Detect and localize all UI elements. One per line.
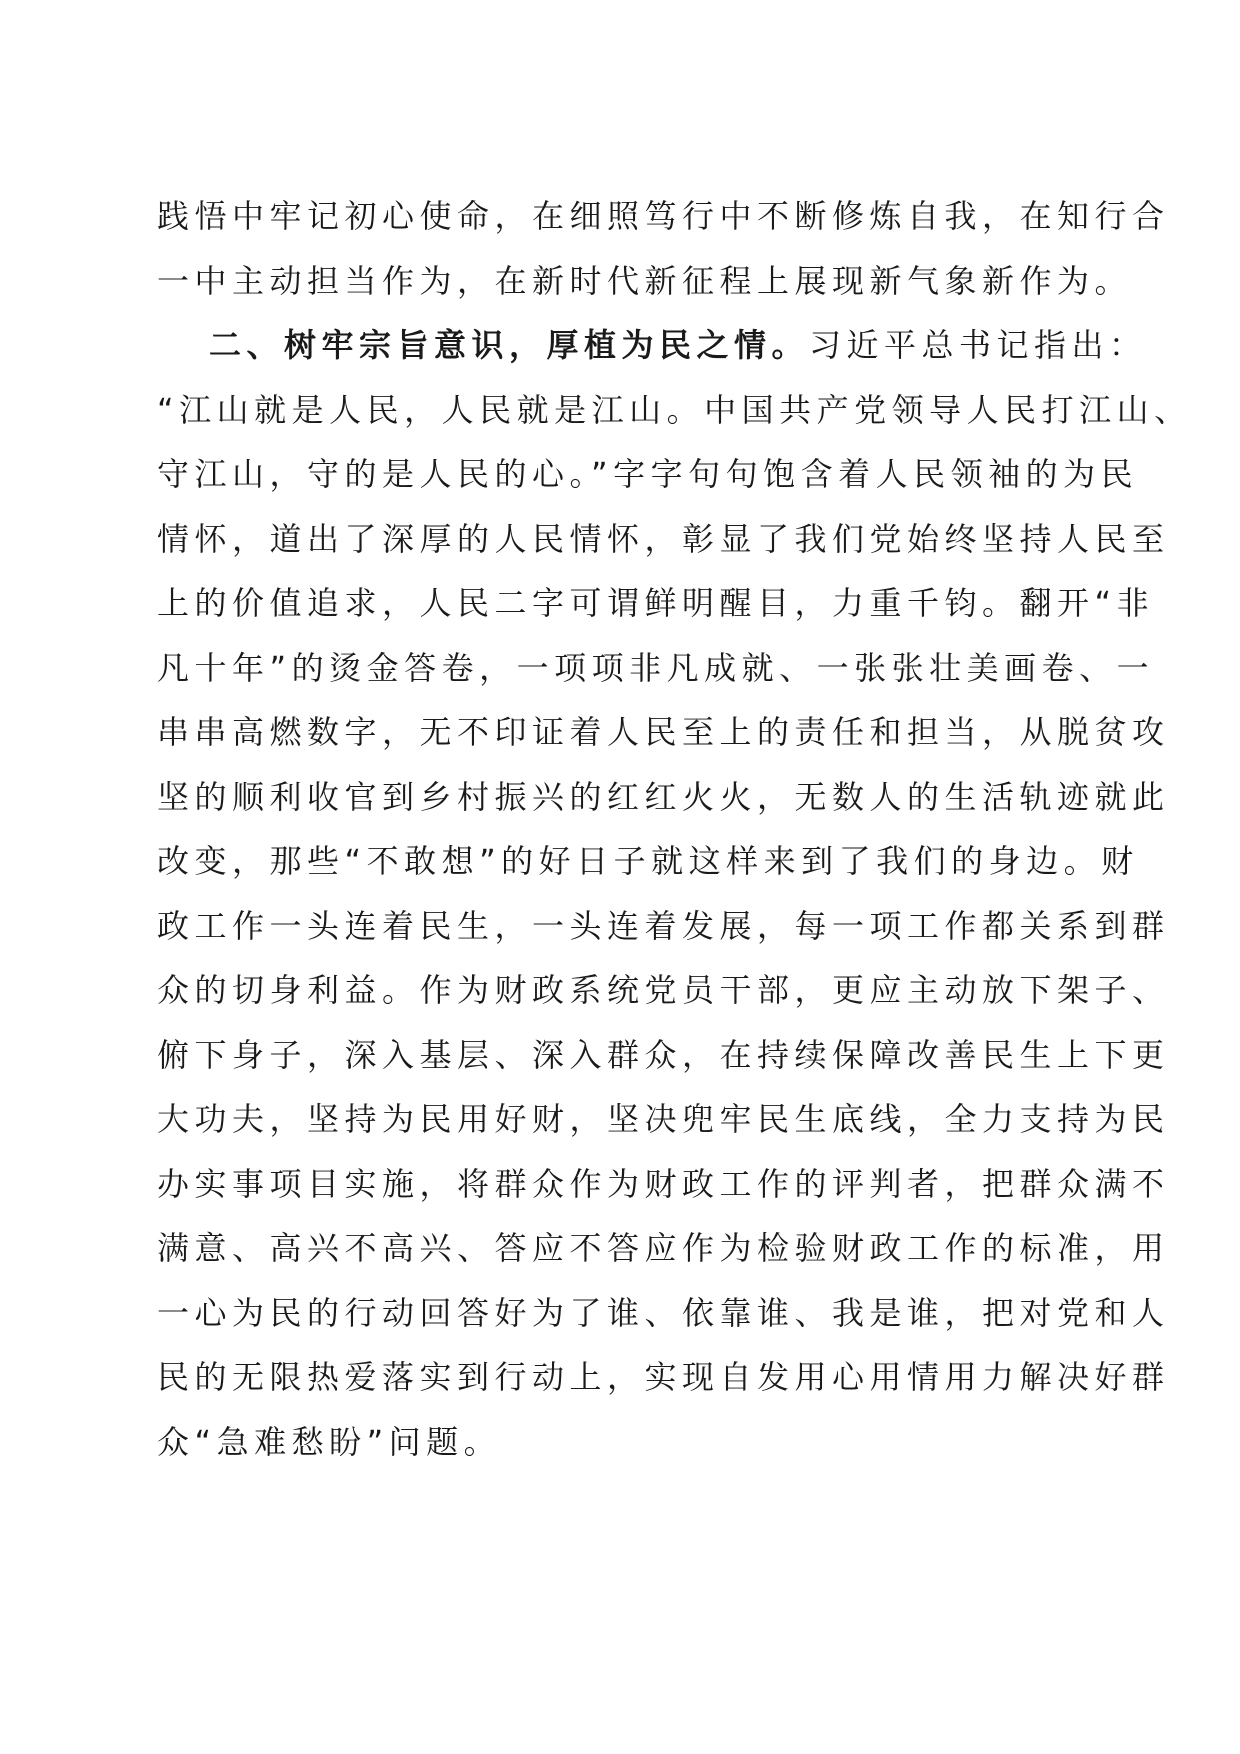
text-line: 串串高燃数字，无不印证着人民至上的责任和担当，从脱贫攻 — [157, 713, 1170, 751]
text-line: 上的价值追求，人民二字可谓鲜明醒目，力重千钧。翻开“非 — [157, 584, 1155, 622]
section-heading: 二、树牢宗旨意识，厚植为民之情。 — [209, 326, 810, 364]
text-line: 大功夫，坚持为民用好财，坚决兜牢民生底线，全力支持为民 — [157, 1100, 1170, 1138]
text-line: 情怀，道出了深厚的人民情怀，彰显了我们党始终坚持人民至 — [157, 519, 1170, 558]
text-line: “江山就是人民，人民就是江山。中国共产党领导人民打江山、 — [157, 390, 1192, 429]
text-line: 政工作一头连着民生，一头连着发展，每一项工作都关系到群 — [157, 906, 1170, 945]
text-line: 俯下身子，深入基层、深入群众，在持续保障改善民生上下更 — [157, 1035, 1170, 1074]
section-heading-line — [157, 313, 1147, 378]
text-line: 改变，那些“不敢想”的好日子就这样来到了我们的身边。财 — [157, 842, 1139, 880]
paragraph-section-two — [157, 313, 1192, 1474]
text-line: 一中主动担当作为，在新时代新征程上展现新气象新作为。 — [157, 261, 1133, 300]
text-line: 办实事项目实施，将群众作为财政工作的评判者，把群众满不 — [157, 1164, 1170, 1203]
text-line: 践悟中牢记初心使命，在细照笃行中不断修炼自我，在知行合 — [157, 197, 1170, 235]
text-line: 守江山，守的是人民的心。”字字句句饱含着人民领袖的为民 — [157, 455, 1139, 493]
text-line: 坚的顺利收官到乡村振兴的红红火火，无数人的生活轨迹就此 — [157, 777, 1170, 816]
text-line: 民的无限热爱落实到行动上，实现自发用心用情用力解决好群 — [157, 1358, 1170, 1396]
paragraph-continuation — [157, 184, 1170, 313]
text-line: 众“急难愁盼”问题。 — [157, 1422, 502, 1461]
text-line: 凡十年”的烫金答卷，一项项非凡成就、一张张壮美画卷、一 — [157, 648, 1155, 687]
text-line: 满意、高兴不高兴、答应不答应作为检验财政工作的标准，用 — [157, 1229, 1170, 1267]
text-line: 众的切身利益。作为财政系统党员干部，更应主动放下架子、 — [157, 971, 1170, 1009]
heading-line-rest: 习近平总书记指出： — [809, 326, 1147, 364]
text-line: 一心为民的行动回答好为了谁、依靠谁、我是谁，把对党和人 — [157, 1293, 1170, 1332]
